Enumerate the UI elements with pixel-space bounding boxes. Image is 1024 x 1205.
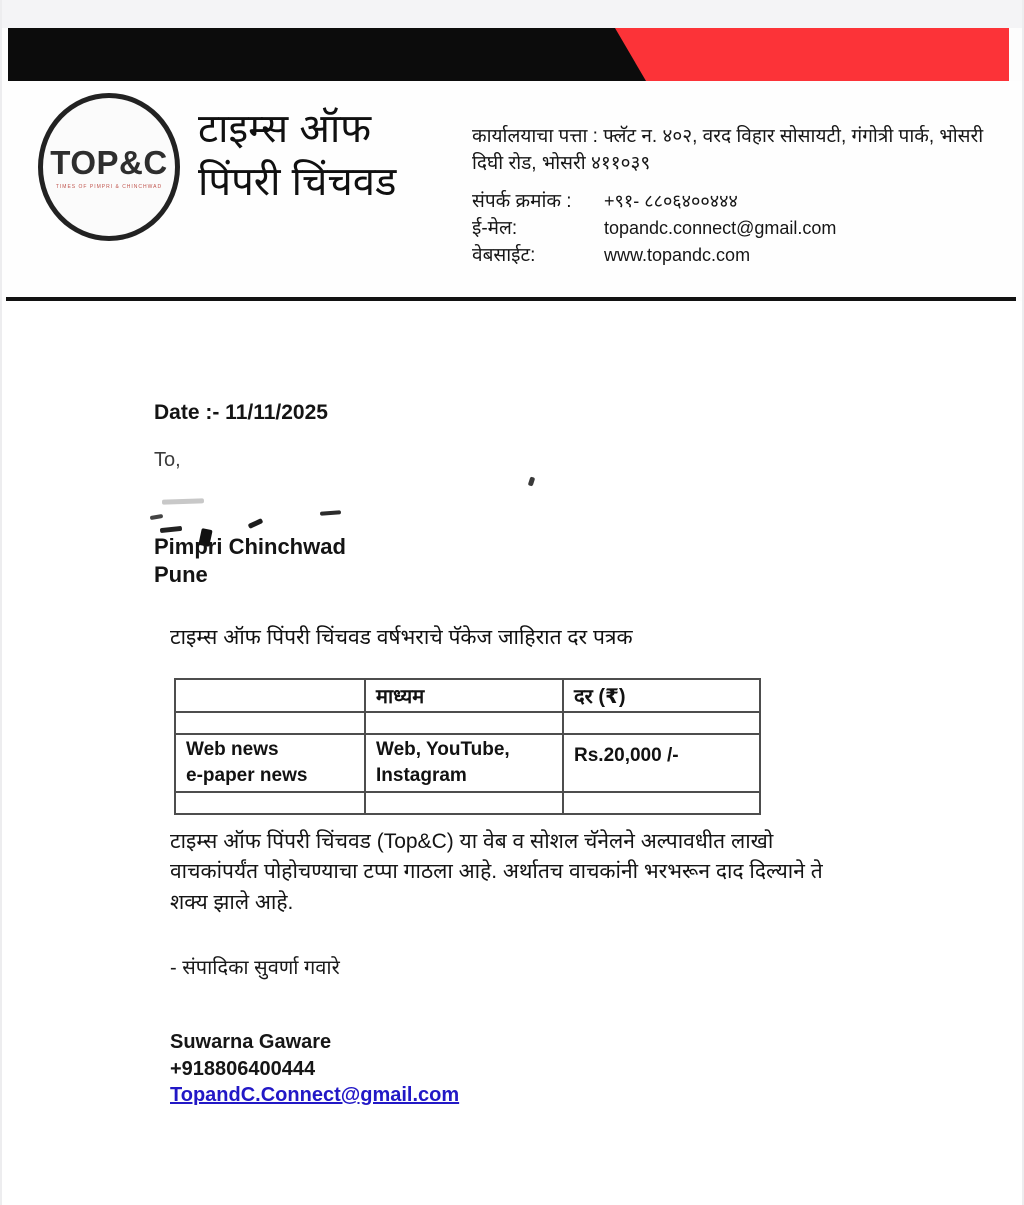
cell-service: Web news e-paper news [175,734,365,792]
redaction-artifact [320,510,341,515]
header-cell-empty [175,679,365,712]
logo-text: TOP&C [50,144,168,181]
email-value: topandc.connect@gmail.com [604,217,837,238]
website-label: वेबसाईट: [472,244,536,266]
recipient-city-2: Pune [154,562,208,587]
editor-signoff: - संपादिका सुवर्णा गवारे [170,957,340,979]
header-cell-rate: दर (₹) [563,679,760,712]
cell-medium: Web, YouTube, Instagram [365,734,563,792]
signature-email-link[interactable] [170,1082,459,1109]
page-top-margin [2,0,1022,28]
organization-name [198,103,396,209]
organization-name-line1: टाइम्स ऑफ [198,107,372,151]
letter-body [2,301,1022,1205]
salutation: To, [154,449,181,471]
redaction-artifact [248,518,264,529]
table-row [175,734,760,792]
letterhead-contact-block [472,124,1012,270]
letterhead [2,81,1022,297]
letter-paragraph: टाइम्स ऑफ पिंपरी चिंचवड (Top&C) या वेब व सोशल चॅनेलने अल्पावधीत लाखो वाचकांपर्यंत पोहोचण्याचा टप्पा गाठला आहे. अर्थातच वाचकांनी भरभरून दाद दिल्याने ते शक्य झाले आहे. [170,830,823,914]
letter-subject: टाइम्स ऑफ पिंपरी चिंचवड वर्षभराचे पॅकेज जाहिरात दर पत्रक [170,626,633,649]
table-header-row [175,679,760,712]
phone-row [472,189,1012,216]
logo-tagline: TIMES OF PIMPRI & CHINCHWAD [55,184,163,190]
header-banner-red-stripe [558,28,1009,81]
redaction-artifact [528,476,536,486]
topc-logo [38,93,180,241]
email-label: ई-मेल: [472,217,518,239]
date-line: Date :- 11/11/2025 [154,401,328,424]
table-empty-row [175,792,760,814]
signature-email-text[interactable]: TopandC.Connect@gmail.com [170,1084,460,1107]
signature-name: Suwarna Gaware [170,1031,332,1053]
phone-label: संपर्क क्रमांक : [472,190,572,212]
recipient-city: Pimpri Chinchwad [154,534,346,559]
redaction-artifact [162,498,204,504]
signature-block [170,1029,459,1109]
header-banner [8,28,1009,81]
cell-rate: Rs.20,000 /- [563,734,760,792]
table-empty-row [175,712,760,734]
redaction-artifact [150,514,163,520]
website-row [472,243,1012,270]
email-row [472,216,1012,243]
website-value: www.topandc.com [604,244,751,265]
organization-name-line2: पिंपरी चिंचवड [198,159,397,204]
ad-rate-table [174,678,761,815]
redaction-artifact [160,526,182,533]
office-address: कार्यालयाचा पत्ता : फ्लॅट न. ४०२, वरद विहार सोसायटी, गंगोत्री पार्क, भोसरी दिघी रोड, भोसरी ४११०३९ [472,126,984,174]
phone-value: +९१- ८८०६४००४४४ [604,190,738,211]
signature-phone: +918806400444 [170,1057,316,1080]
header-cell-medium: माध्यम [365,679,563,712]
